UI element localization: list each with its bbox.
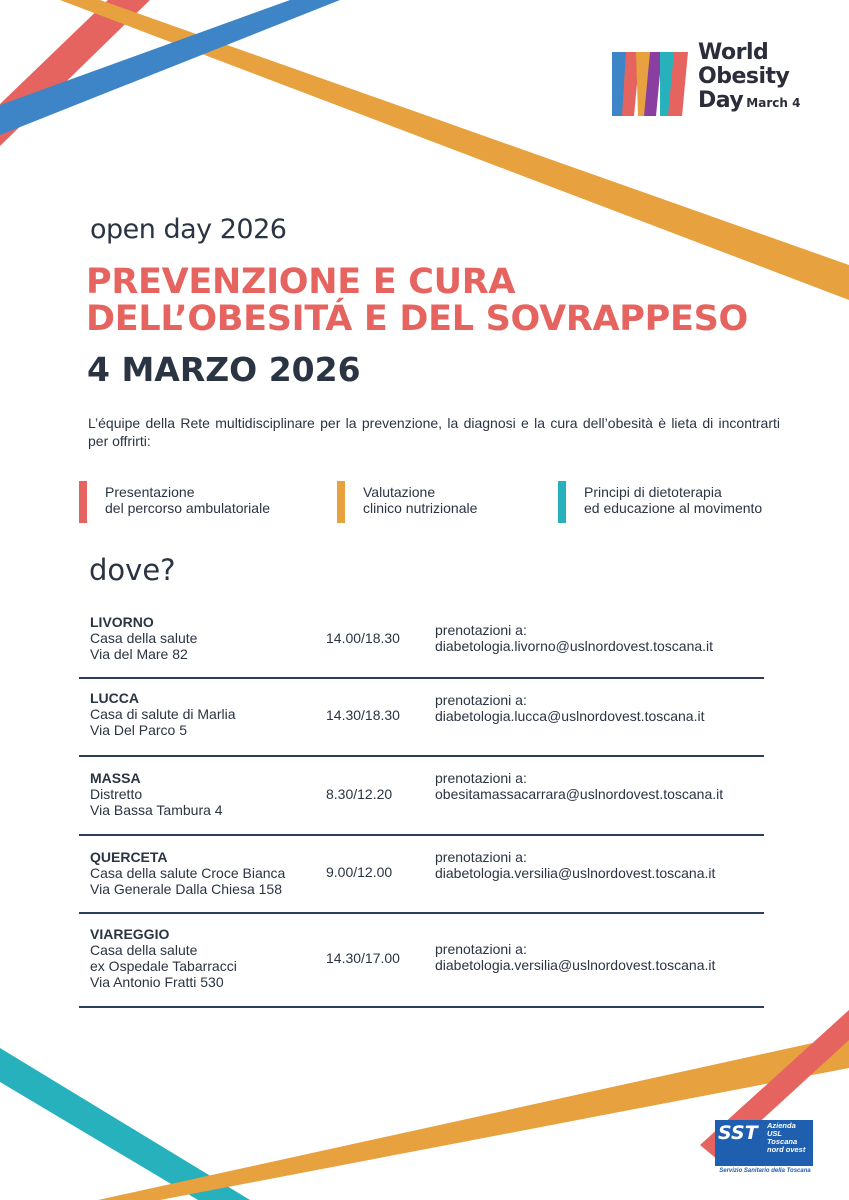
booking-label: prenotazioni a: <box>435 849 527 865</box>
service-bar-orange <box>337 481 345 523</box>
location-line: Distretto <box>90 786 143 802</box>
sst-footer: Servizio Sanitario della Toscana <box>719 1168 811 1174</box>
booking-email[interactable]: diabetologia.lucca@uslnordovest.toscana.it <box>435 708 705 724</box>
location-time: 14.00/18.30 <box>326 630 400 646</box>
location-address <box>90 770 223 818</box>
booking-email[interactable]: obesitamassacarrara@uslnordovest.toscana.it <box>435 786 724 802</box>
location-city: LUCCA <box>90 690 139 706</box>
location-booking <box>435 770 723 802</box>
booking-email[interactable]: diabetologia.versilia@uslnordovest.toscana.it <box>435 957 716 973</box>
location-address <box>90 849 285 897</box>
sst-line: nord ovest <box>767 1145 806 1154</box>
booking-label: prenotazioni a: <box>435 941 527 957</box>
location-city: LIVORNO <box>90 614 154 630</box>
service-item-3 <box>558 481 788 523</box>
location-booking <box>435 692 705 724</box>
service-line: ed educazione al movimento <box>584 500 763 516</box>
table-row <box>79 604 764 679</box>
service-line: Valutazione <box>363 484 436 500</box>
location-time: 14.30/18.30 <box>326 707 400 723</box>
wod-line-3 <box>698 90 800 112</box>
booking-label: prenotazioni a: <box>435 622 527 638</box>
title-line-1: PREVENZIONE E CURA <box>86 262 516 302</box>
wod-march: March 4 <box>746 96 801 110</box>
location-address <box>90 926 237 990</box>
sst-line: USL <box>767 1129 782 1138</box>
location-time: 8.30/12.20 <box>326 786 393 802</box>
event-date: 4 MARZO 2026 <box>87 350 361 389</box>
service-item-2 <box>337 481 537 523</box>
location-line: Casa della salute <box>90 942 198 958</box>
title-line-2: DELL’OBESITÁ E DEL SOVRAPPESO <box>86 299 748 339</box>
service-line: clinico nutrizionale <box>363 500 478 516</box>
booking-email[interactable]: diabetologia.livorno@uslnordovest.toscana.it <box>435 638 714 654</box>
table-row <box>79 836 764 914</box>
booking-email[interactable]: diabetologia.versilia@uslnordovest.toscana.it <box>435 865 716 881</box>
location-line: Via del Mare 82 <box>90 646 188 662</box>
location-line: Via Del Parco 5 <box>90 722 188 738</box>
location-city: VIAREGGIO <box>90 926 170 942</box>
service-text <box>584 484 762 516</box>
intro-paragraph: L’équipe della Rete multidisciplinare per la prevenzione, la diagnosi e la cura dell’obesità è lieta di incontrarti per offrirti: <box>88 415 780 449</box>
sst-line: Toscana <box>767 1137 798 1146</box>
location-line: Casa della salute <box>90 630 198 646</box>
location-city: MASSA <box>90 770 141 786</box>
location-line: Via Bassa Tambura 4 <box>90 802 223 818</box>
world-obesity-day-emblem <box>610 42 694 126</box>
location-line: Casa di salute di Marlia <box>90 706 236 722</box>
dove-heading: dove? <box>89 553 176 587</box>
service-text <box>105 484 270 516</box>
table-row <box>79 914 764 1008</box>
service-line: Presentazione <box>105 484 195 500</box>
wod-line-2: Obesity <box>698 64 790 89</box>
location-line: Via Antonio Fratti 530 <box>90 974 224 990</box>
location-time: 14.30/17.00 <box>326 950 400 966</box>
wod-day: Day <box>698 88 744 113</box>
service-item-1 <box>79 481 319 523</box>
location-booking <box>435 941 715 973</box>
service-line: del percorso ambulatoriale <box>105 500 270 516</box>
location-address <box>90 614 197 662</box>
booking-label: prenotazioni a: <box>435 692 527 708</box>
table-row <box>79 679 764 757</box>
wod-line-1: World <box>698 40 769 65</box>
booking-label: prenotazioni a: <box>435 770 527 786</box>
azienda-usl-logo <box>715 1120 815 1180</box>
service-line: Principi di dietoterapia <box>584 484 722 500</box>
location-line: Via Generale Dalla Chiesa 158 <box>90 881 282 897</box>
table-row <box>79 757 764 836</box>
sst-org-lines <box>767 1122 805 1154</box>
service-bar-coral <box>79 481 87 523</box>
locations-table <box>79 604 764 1008</box>
location-city: QUERCETA <box>90 849 168 865</box>
location-booking <box>435 849 715 881</box>
sst-word: SST <box>718 1122 758 1144</box>
location-line: Casa della salute Croce Bianca <box>90 865 286 881</box>
sst-line: Azienda <box>767 1121 796 1130</box>
sst-logo-box <box>715 1120 813 1166</box>
location-booking <box>435 622 713 654</box>
location-address <box>90 690 236 738</box>
open-day-subtitle: open day 2026 <box>90 214 287 245</box>
world-obesity-day-logo <box>610 40 810 130</box>
service-text <box>363 484 477 516</box>
location-line: ex Ospedale Tabarracci <box>90 958 237 974</box>
page-title <box>86 264 748 338</box>
location-time: 9.00/12.00 <box>326 864 393 880</box>
service-bar-teal <box>558 481 566 523</box>
